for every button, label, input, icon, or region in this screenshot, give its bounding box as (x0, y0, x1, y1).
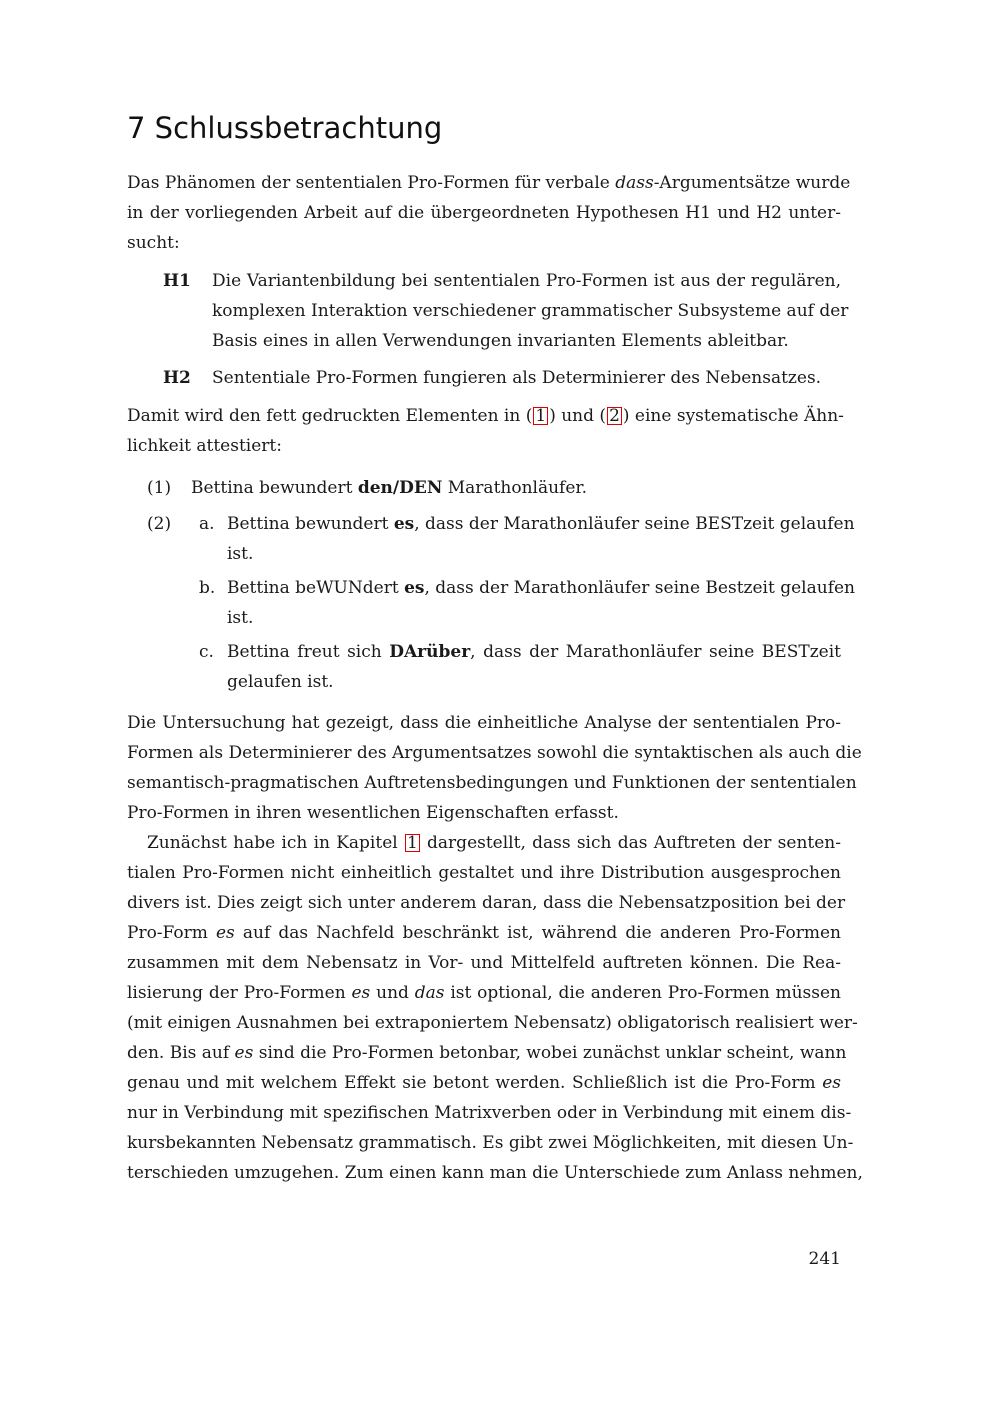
paragraph-line (127, 1038, 847, 1068)
subexample-label: a. (199, 514, 215, 534)
paragraph-line (127, 978, 841, 1008)
text-span: Pro-Form (127, 923, 216, 943)
text-span: und (370, 983, 415, 1003)
italic-term: es (234, 1043, 254, 1063)
text-span: dargestellt, dass sich das Auftreten der senten- (420, 833, 841, 853)
hypothesis-label-h2: H2 (163, 368, 191, 388)
text-span: , dass der Marathonläufer seine BESTzeit (470, 642, 841, 662)
italic-term: dass (615, 173, 654, 193)
text-span: Bettina beWUNdert (227, 578, 405, 598)
intro-line (127, 168, 851, 198)
example-number: (2) (147, 514, 172, 534)
example-link-1[interactable]: 1 (535, 406, 547, 426)
subexample-text: ist. (227, 544, 254, 564)
bold-term: DArüber (389, 642, 471, 662)
paragraph-line: tialen Pro-Formen nicht einheitlich gestaltet und ihre Distribution ausgesprochen (127, 863, 841, 883)
paragraph-line (127, 1068, 841, 1098)
text-span: und (555, 406, 600, 426)
bridge-line: lichkeit attestiert: (127, 436, 282, 456)
text-span: lisierung der Pro-Formen (127, 983, 352, 1003)
paragraph-line: nur in Verbindung mit spezifischen Matrixverben oder in Verbindung mit einem dis- (127, 1103, 852, 1123)
text-span: den. Bis auf (127, 1043, 235, 1063)
text-span: ist optional, die anderen Pro-Formen müssen (444, 983, 841, 1003)
paragraph-line (127, 918, 841, 948)
subexample-text: ist. (227, 608, 254, 628)
text-span: Zunächst habe ich in Kapitel (147, 833, 404, 853)
bold-term: es (393, 514, 415, 534)
paragraph-line: Die Untersuchung hat gezeigt, dass die einheitliche Analyse der sententialen Pro- (127, 713, 841, 733)
text-span: Das Phänomen der sententialen Pro-Formen für verbale (127, 173, 616, 193)
text-span: , dass der Marathonläufer seine Bestzeit gelaufen (424, 578, 855, 598)
intro-line: sucht: (127, 233, 180, 253)
subexample-text (227, 637, 841, 667)
hypothesis-text: komplexen Interaktion verschiedener grammatischer Subsysteme auf der (212, 301, 849, 321)
chapter-link-1[interactable]: 1 (406, 833, 418, 853)
chapter-heading: 7 Schlussbetrachtung (127, 111, 443, 145)
italic-term: es (216, 923, 235, 943)
text-span: Bettina freut sich (227, 642, 390, 662)
paragraph-line: divers ist. Dies zeigt sich unter anderem daran, dass die Nebensatzposition bei der (127, 893, 846, 913)
hypothesis-text: Sententiale Pro-Formen fungieren als Determinierer des Nebensatzes. (212, 368, 822, 388)
subexample-text: gelaufen ist. (227, 672, 334, 692)
hypothesis-label-h1: H1 (163, 271, 191, 291)
subexample-text (227, 573, 855, 603)
text-span: Bettina bewundert (227, 514, 394, 534)
subexample-text (227, 509, 855, 539)
example-link-2[interactable]: 2 (609, 406, 620, 426)
example-text (191, 473, 841, 503)
text-span: sind die Pro-Formen betonbar, wobei zunächst unklar scheint, wann (253, 1043, 847, 1063)
intro-line: in der vorliegenden Arbeit auf die übergeordneten Hypothesen H1 und H2 unter- (127, 203, 841, 223)
italic-term: es (822, 1073, 841, 1093)
text-span: Damit wird den fett gedruckten Elementen in (127, 406, 526, 426)
italic-term: das (414, 983, 445, 1003)
example-number: (1) (147, 478, 172, 498)
text-span: genau und mit welchem Effekt sie betont werden. Schließlich ist die Pro-Form (127, 1073, 823, 1093)
bridge-line: Damit wird den fett gedruckten Elementen in ( 1 ) und ( 2 ) eine systematische Ähn- (127, 406, 844, 426)
text-span: , dass der Marathonläufer seine BESTzeit gelaufen (414, 514, 855, 534)
text-span: Marathonläufer. (442, 478, 588, 498)
text-span: Bettina bewundert (191, 478, 358, 498)
paragraph-line (147, 828, 841, 858)
paragraph-line: kursbekannten Nebensatz grammatisch. Es gibt zwei Möglichkeiten, mit diesen Un- (127, 1133, 854, 1153)
text-span: -Argumentsätze wurde (653, 173, 851, 193)
subexample-label: b. (199, 578, 216, 598)
paragraph-line: Pro-Formen in ihren wesentlichen Eigenschaften erfasst. (127, 803, 619, 823)
bold-term: es (404, 578, 425, 598)
subexample-label: c. (199, 642, 214, 662)
text-span: auf das Nachfeld beschränkt ist, während die anderen Pro-Formen (234, 923, 841, 943)
paragraph-line: Formen als Determinierer des Argumentsatzes sowohl die syntaktischen als auch die (127, 743, 862, 763)
hypothesis-text: Die Variantenbildung bei sententialen Pro-Formen ist aus der regulären, (212, 271, 841, 291)
paragraph-line: semantisch-pragmatischen Auftretensbedingungen und Funktionen der sententialen (127, 773, 857, 793)
text-span: eine systematische Ähn- (629, 406, 844, 426)
italic-term: es (351, 983, 371, 1003)
paragraph-line: (mit einigen Ausnahmen bei extraponiertem Nebensatz) obligatorisch realisiert wer- (127, 1013, 858, 1033)
page-number: 241 (808, 1249, 841, 1269)
bold-term: den/DEN (357, 478, 443, 498)
paragraph-line: zusammen mit dem Nebensatz in Vor- und Mittelfeld auftreten können. Die Rea- (127, 953, 841, 973)
paragraph-line: terschieden umzugehen. Zum einen kann man die Unterschiede zum Anlass nehmen, (127, 1163, 863, 1183)
hypothesis-text: Basis eines in allen Verwendungen invarianten Elements ableitbar. (212, 331, 789, 351)
